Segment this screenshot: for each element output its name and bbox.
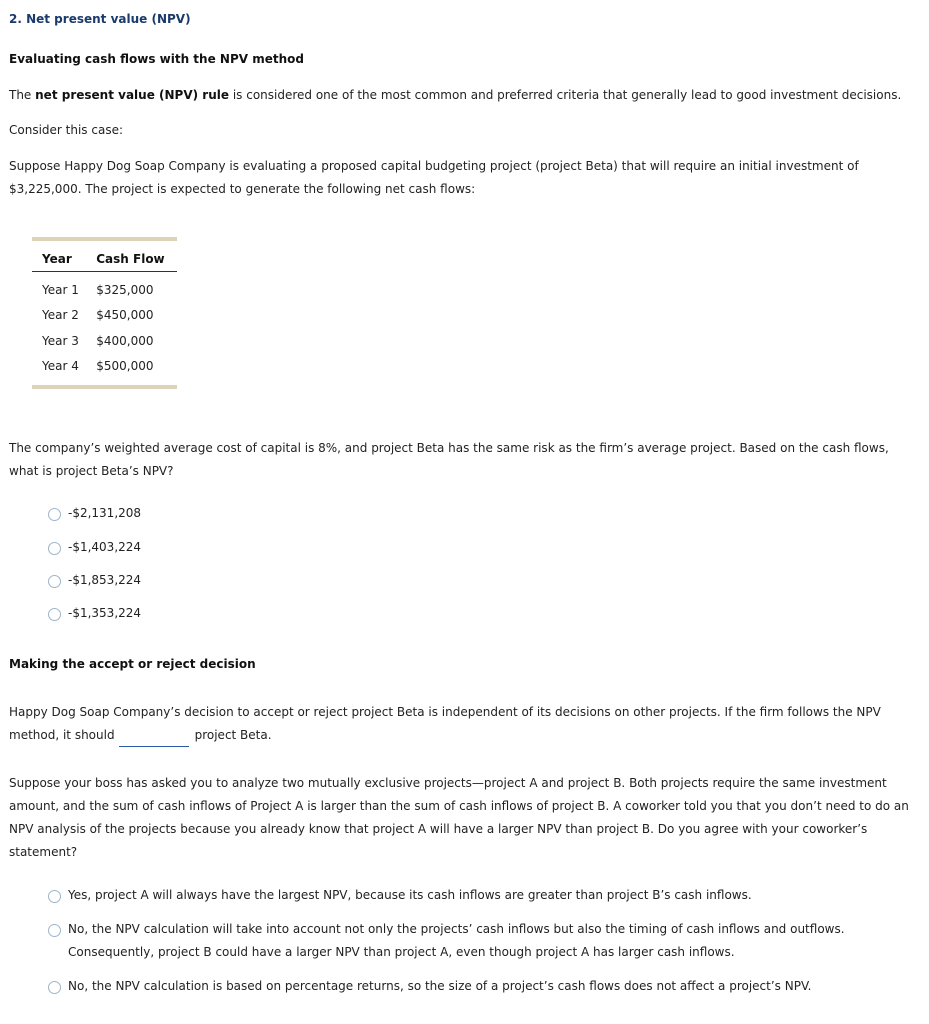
decision-paragraph: Happy Dog Soap Company’s decision to accept or reject project Beta is independent of its decisions on other projects. If the firm follows the NPV method, it should project Beta.: [9, 701, 911, 747]
question-mutually-exclusive: Suppose your boss has asked you to analyze two mutually exclusive projects—project A and project B. Both projects require the same investment amount, and the sum of cash inflows of Project A is larger than the sum of cash inflows of project B. A coworker told you that you don’t need to do an NPV analysis of the projects because you already know that project A will have a larger NPV than project B. Do you agree with your coworker’s statement?: [9, 776, 909, 859]
npv-option-4[interactable]: [48, 607, 141, 625]
cell-year: Year 2: [42, 308, 79, 323]
section-title: 2. Net present value (NPV): [9, 12, 191, 26]
coworker-option-2[interactable]: [48, 923, 869, 964]
cell-cash-flow: $450,000: [96, 308, 154, 323]
table-row: [32, 328, 177, 354]
coworker-option-3[interactable]: [48, 980, 911, 998]
option-label: No, the NPV calculation will take into account not only the projects’ cash inflows but also the timing of cash inflows and outflows. Consequently, project B could have a larger NPV than project A, even though project A has larger cash inflows.: [68, 922, 845, 959]
radio-button[interactable]: [48, 890, 61, 903]
npv-option-3[interactable]: [48, 574, 141, 592]
table-row: [32, 272, 177, 303]
subsection-title-npv-method: Evaluating cash flows with the NPV method: [9, 52, 304, 66]
option-label: -$1,853,224: [68, 573, 142, 587]
option-label: -$1,353,224: [68, 606, 142, 620]
cell-cash-flow: $400,000: [96, 333, 154, 348]
radio-button[interactable]: [48, 924, 61, 937]
option-label: No, the NPV calculation is based on percentage returns, so the size of a project’s cash flows does not affect a project’s NPV.: [68, 979, 812, 993]
question-npv: The company’s weighted average cost of capital is 8%, and project Beta has the same risk as the firm’s average project. Based on the cash flows, what is project Beta’s NPV?: [9, 441, 889, 478]
table-row: [32, 303, 177, 329]
subsection-title-decision: Making the accept or reject decision: [9, 657, 256, 671]
radio-button[interactable]: [48, 508, 61, 521]
cell-year: Year 3: [42, 333, 79, 348]
radio-button[interactable]: [48, 575, 61, 588]
cell-year: Year 4: [42, 359, 79, 374]
option-label: Yes, project A will always have the largest NPV, because its cash inflows are greater than project B’s cash inflows.: [68, 888, 752, 902]
table-row: [32, 354, 177, 386]
table-bottom-rule: [32, 385, 177, 389]
col-header-cash-flow: Cash Flow: [86, 241, 177, 272]
coworker-option-1[interactable]: [48, 889, 911, 907]
cell-year: Year 1: [42, 282, 79, 297]
option-label: -$2,131,208: [68, 506, 142, 520]
col-header-year: Year: [32, 241, 86, 272]
cell-cash-flow: $325,000: [96, 282, 154, 297]
radio-button[interactable]: [48, 608, 61, 621]
intro-paragraph: The net present value (NPV) rule is considered one of the most common and preferred criteria that generally lead to good investment decisions.: [9, 88, 902, 102]
case-paragraph: Suppose Happy Dog Soap Company is evaluating a proposed capital budgeting project (project Beta) that will require an initial investment of $3,225,000. The project is expected to generate the following net cash flows:: [9, 159, 859, 196]
radio-button[interactable]: [48, 542, 61, 555]
decision-dropdown-blank[interactable]: [119, 732, 189, 747]
cash-flow-table: [32, 237, 177, 389]
npv-option-1[interactable]: [48, 507, 141, 525]
npv-option-2[interactable]: [48, 541, 141, 559]
radio-button[interactable]: [48, 981, 61, 994]
option-label: -$1,403,224: [68, 540, 142, 554]
consider-text: Consider this case:: [9, 123, 123, 137]
npv-rule-term: net present value (NPV) rule: [35, 88, 229, 102]
cell-cash-flow: $500,000: [96, 359, 154, 374]
